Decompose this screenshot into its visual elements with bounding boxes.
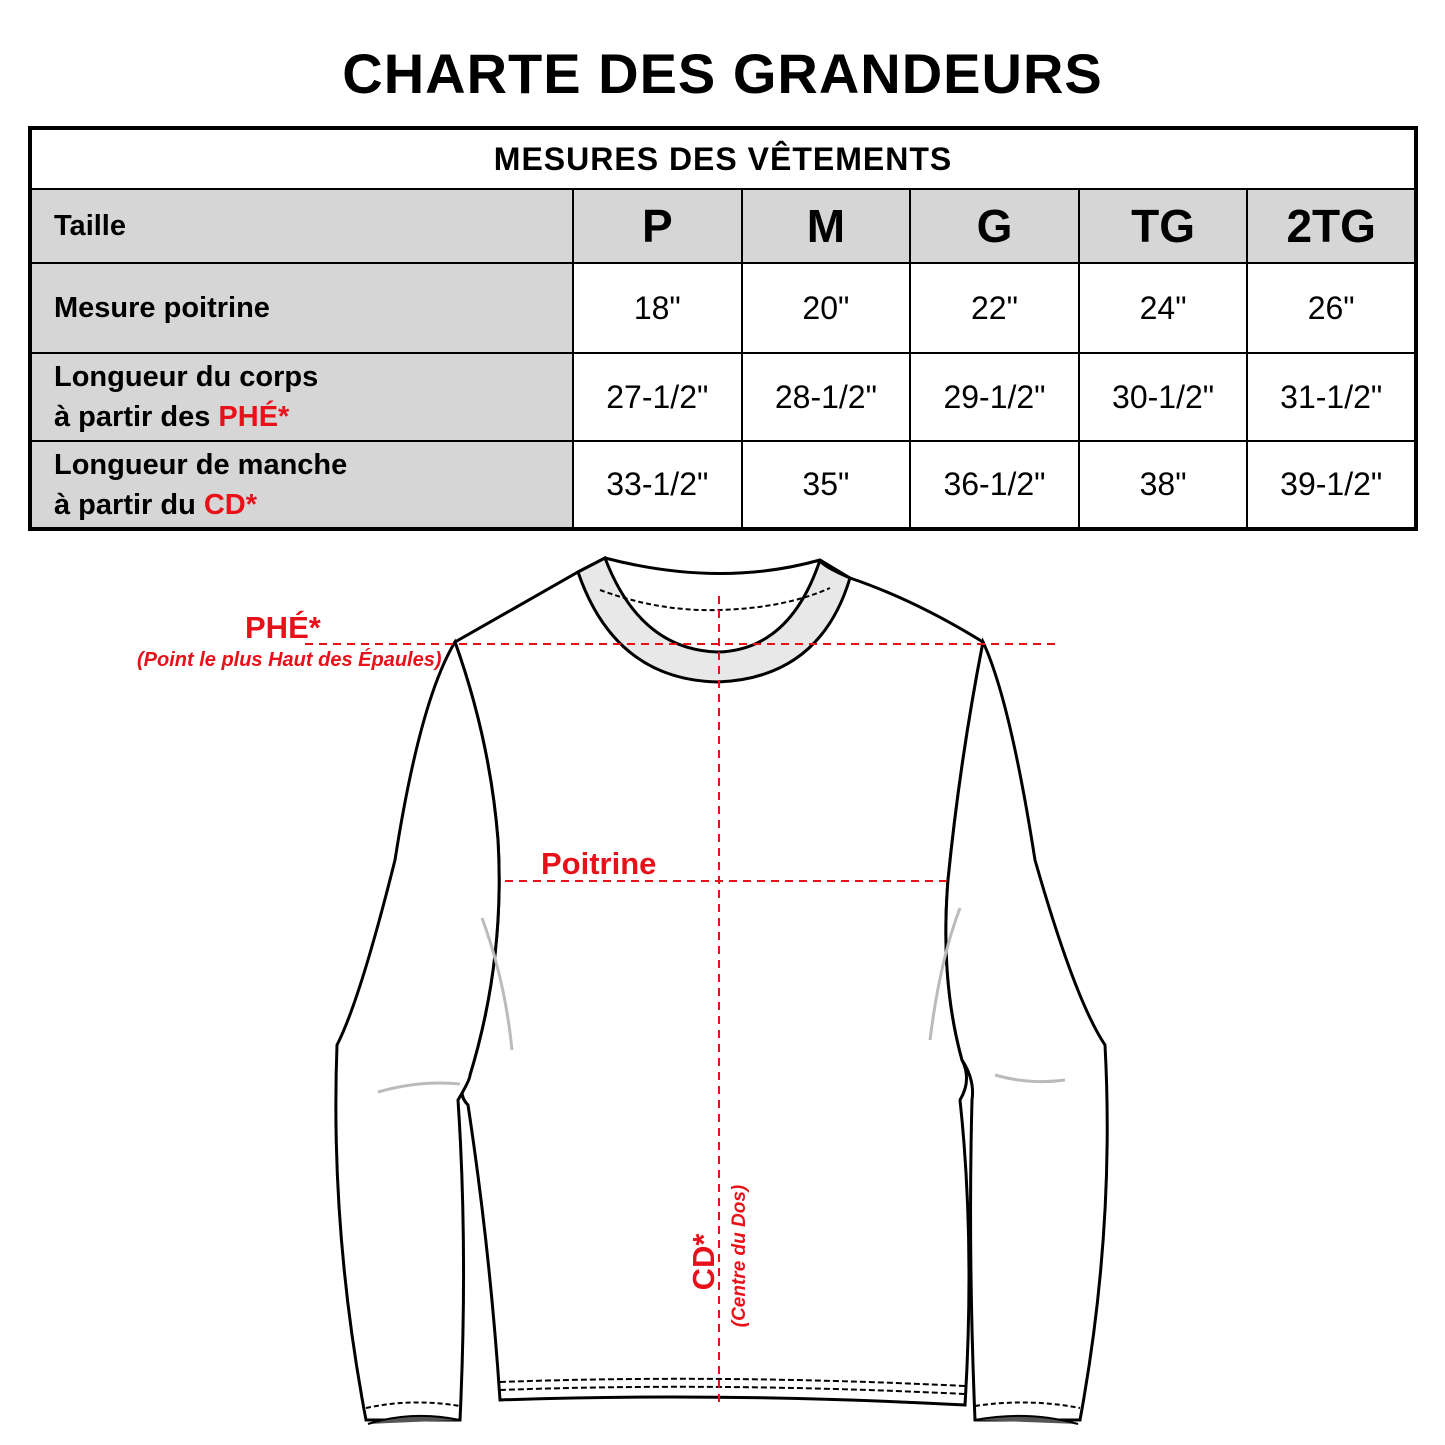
row-label-text: Mesure poitrine <box>54 292 270 324</box>
table-cell: 30-1/2" <box>1079 353 1248 441</box>
size-header-g: G <box>910 189 1079 263</box>
left-sleeve-outline <box>336 642 499 1420</box>
phe-accent: PHÉ* <box>218 401 290 433</box>
size-label: Taille <box>30 189 573 263</box>
right-sleeve-outline <box>946 642 1107 1420</box>
cd-accent: CD* <box>203 488 258 521</box>
table-cell: 24" <box>1079 263 1248 353</box>
phe-label: PHÉ* <box>245 610 321 645</box>
table-cell: 28-1/2" <box>742 353 911 441</box>
shirt-diagram <box>0 540 1445 1445</box>
table-cell: 22" <box>910 263 1079 353</box>
row-label-chest <box>30 263 573 353</box>
chest-label: Poitrine <box>541 846 657 881</box>
row-label-body-length <box>30 353 573 441</box>
table-cell: 33-1/2" <box>573 441 742 529</box>
table-caption: MESURES DES VÊTEMENTS <box>30 128 1416 189</box>
cd-description: (Centre du Dos) <box>729 1184 750 1328</box>
size-header-tg: TG <box>1079 189 1248 263</box>
table-cell: 31-1/2" <box>1247 353 1416 441</box>
row-label-text: Longueur de manche <box>54 448 348 481</box>
table-cell: 38" <box>1079 441 1248 529</box>
table-cell: 29-1/2" <box>910 353 1079 441</box>
size-header-2tg: 2TG <box>1247 189 1416 263</box>
row-label-sleeve-length <box>30 441 573 529</box>
size-header-p: P <box>573 189 742 263</box>
table-cell: 27-1/2" <box>573 353 742 441</box>
size-header-m: M <box>742 189 911 263</box>
table-row <box>30 353 1416 441</box>
table-cell: 35" <box>742 441 911 529</box>
size-header-row <box>30 189 1416 263</box>
row-label-text: à partir des <box>54 401 219 433</box>
table-cell: 26" <box>1247 263 1416 353</box>
cd-label: CD* <box>686 1233 721 1291</box>
table-cell: 20" <box>742 263 911 353</box>
table-cell: 39-1/2" <box>1247 441 1416 529</box>
table-cell: 18" <box>573 263 742 353</box>
row-label-text: à partir du <box>54 488 204 521</box>
table-row <box>30 263 1416 353</box>
table-cell: 36-1/2" <box>910 441 1079 529</box>
row-label-text: Longueur du corps <box>54 361 319 393</box>
phe-description: (Point le plus Haut des Épaules) <box>137 649 442 671</box>
table-row <box>30 441 1416 529</box>
page-title: CHARTE DES GRANDEURS <box>342 42 1103 105</box>
size-chart-table <box>28 126 1418 531</box>
